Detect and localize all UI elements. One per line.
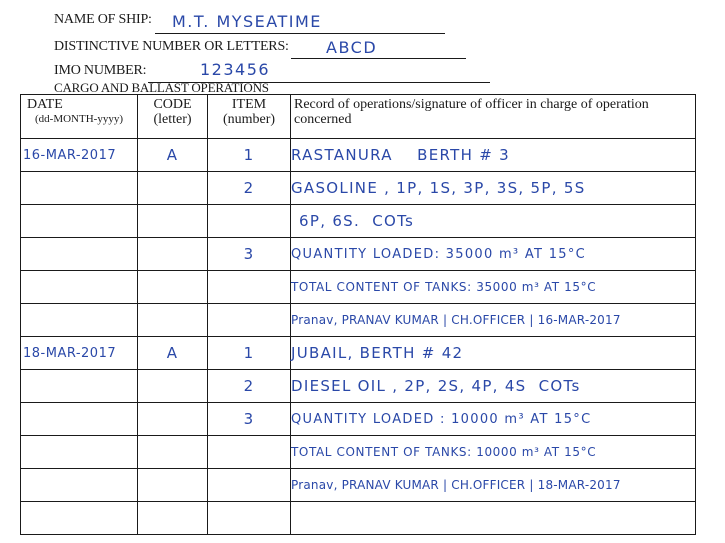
date-header-label: DATE	[27, 97, 63, 112]
record-text: QUANTITY LOADED: 35000 m³ AT 15°C	[291, 247, 587, 262]
log-row	[21, 238, 696, 271]
date-value: 16-MAR-2017	[23, 148, 117, 163]
date-cell	[21, 337, 138, 370]
code-cell	[138, 172, 208, 205]
record-cell	[291, 172, 696, 205]
item-value: 2	[243, 178, 255, 197]
item-cell	[208, 436, 291, 469]
date-format-label: (dd-MONTH-yyyy)	[35, 113, 123, 125]
log-row	[21, 139, 696, 172]
date-value	[21, 181, 23, 196]
item-value: 2	[243, 376, 255, 395]
item-cell	[208, 139, 291, 172]
date-cell	[21, 271, 138, 304]
item-header-label: ITEM	[231, 97, 267, 112]
log-row	[21, 172, 696, 205]
log-row	[21, 337, 696, 370]
date-cell	[21, 238, 138, 271]
record-cell	[291, 205, 696, 238]
distinctive-underline	[291, 58, 466, 59]
record-cell	[291, 139, 696, 172]
item-cell	[208, 238, 291, 271]
distinctive-label: DISTINCTIVE NUMBER OR LETTERS:	[54, 39, 289, 54]
cargo-ballast-log-table	[20, 94, 696, 535]
ship-name-value: M.T. MYSEATIME	[172, 12, 322, 31]
record-cell	[291, 502, 696, 535]
date-cell	[21, 436, 138, 469]
date-value	[21, 247, 23, 262]
log-row	[21, 403, 696, 436]
record-text: JUBAIL, BERTH # 42	[291, 343, 464, 362]
code-cell	[138, 337, 208, 370]
imo-value: 123456	[200, 60, 271, 79]
code-cell	[138, 139, 208, 172]
item-cell	[208, 271, 291, 304]
log-row	[21, 502, 696, 535]
date-cell	[21, 370, 138, 403]
date-value: 18-MAR-2017	[23, 346, 117, 361]
code-cell	[138, 403, 208, 436]
record-cell	[291, 403, 696, 436]
col-header-date	[21, 95, 138, 139]
date-value	[21, 511, 23, 526]
ship-name-label: NAME OF SHIP:	[54, 12, 152, 27]
record-cell	[291, 337, 696, 370]
item-value: 1	[243, 145, 255, 164]
item-value: 3	[243, 244, 255, 263]
date-cell	[21, 205, 138, 238]
section-title: CARGO AND BALLAST OPERATIONS	[54, 80, 269, 95]
record-text: 6P, 6S. COTs	[299, 211, 415, 230]
date-cell	[21, 502, 138, 535]
officer-signature-text: Pranav, PRANAV KUMAR | CH.OFFICER | 18-MAR-2017	[291, 478, 621, 492]
record-cell	[291, 271, 696, 304]
code-value: A	[166, 343, 179, 362]
item-cell	[208, 403, 291, 436]
date-cell	[21, 172, 138, 205]
code-cell	[138, 238, 208, 271]
record-text: GASOLINE , 1P, 1S, 3P, 3S, 5P, 5S	[291, 178, 586, 197]
log-row	[21, 469, 696, 502]
item-cell	[208, 205, 291, 238]
date-cell	[21, 469, 138, 502]
record-cell	[291, 238, 696, 271]
item-sub-label: (number)	[222, 112, 276, 127]
log-row	[21, 370, 696, 403]
col-header-record	[291, 95, 696, 139]
code-cell	[138, 469, 208, 502]
date-value	[21, 214, 23, 229]
date-value	[21, 280, 23, 295]
officer-signature-cell	[291, 304, 696, 337]
record-text: TOTAL CONTENT OF TANKS: 35000 m³ AT 15°C	[291, 280, 597, 294]
code-cell	[138, 502, 208, 535]
item-cell	[208, 469, 291, 502]
item-value: 1	[243, 343, 255, 362]
date-cell	[21, 403, 138, 436]
code-cell	[138, 436, 208, 469]
item-value: 3	[243, 409, 255, 428]
item-cell	[208, 304, 291, 337]
code-cell	[138, 271, 208, 304]
officer-signature-cell	[291, 469, 696, 502]
code-cell	[138, 205, 208, 238]
item-cell	[208, 337, 291, 370]
code-cell	[138, 304, 208, 337]
record-text: TOTAL CONTENT OF TANKS: 10000 m³ AT 15°C	[291, 445, 597, 459]
imo-label: IMO NUMBER:	[54, 63, 147, 78]
record-text: QUANTITY LOADED : 10000 m³ AT 15°C	[291, 412, 592, 427]
distinctive-value: ABCD	[326, 38, 378, 57]
officer-signature-text: Pranav, PRANAV KUMAR | CH.OFFICER | 16-MAR-2017	[291, 313, 621, 327]
date-value	[21, 379, 23, 394]
date-cell	[21, 139, 138, 172]
item-cell	[208, 370, 291, 403]
log-row	[21, 304, 696, 337]
record-header-label: Record of operations/signature of officer in charge of operation concerned	[294, 97, 649, 127]
record-cell	[291, 436, 696, 469]
code-value: A	[166, 145, 179, 164]
col-header-code	[138, 95, 208, 139]
item-cell	[208, 172, 291, 205]
code-sub-label: (letter)	[153, 112, 192, 127]
date-value	[21, 478, 23, 493]
col-header-item	[208, 95, 291, 139]
record-text: DIESEL OIL , 2P, 2S, 4P, 4S COTs	[291, 376, 581, 395]
log-row	[21, 205, 696, 238]
item-cell	[208, 502, 291, 535]
code-header-label: CODE	[153, 97, 192, 112]
log-row	[21, 436, 696, 469]
date-value	[21, 412, 23, 427]
record-cell	[291, 370, 696, 403]
log-row	[21, 271, 696, 304]
record-text: RASTANURA BERTH # 3	[291, 145, 510, 164]
ship-name-underline	[155, 33, 445, 34]
date-cell	[21, 304, 138, 337]
date-value	[21, 313, 23, 328]
code-cell	[138, 370, 208, 403]
date-value	[21, 445, 23, 460]
